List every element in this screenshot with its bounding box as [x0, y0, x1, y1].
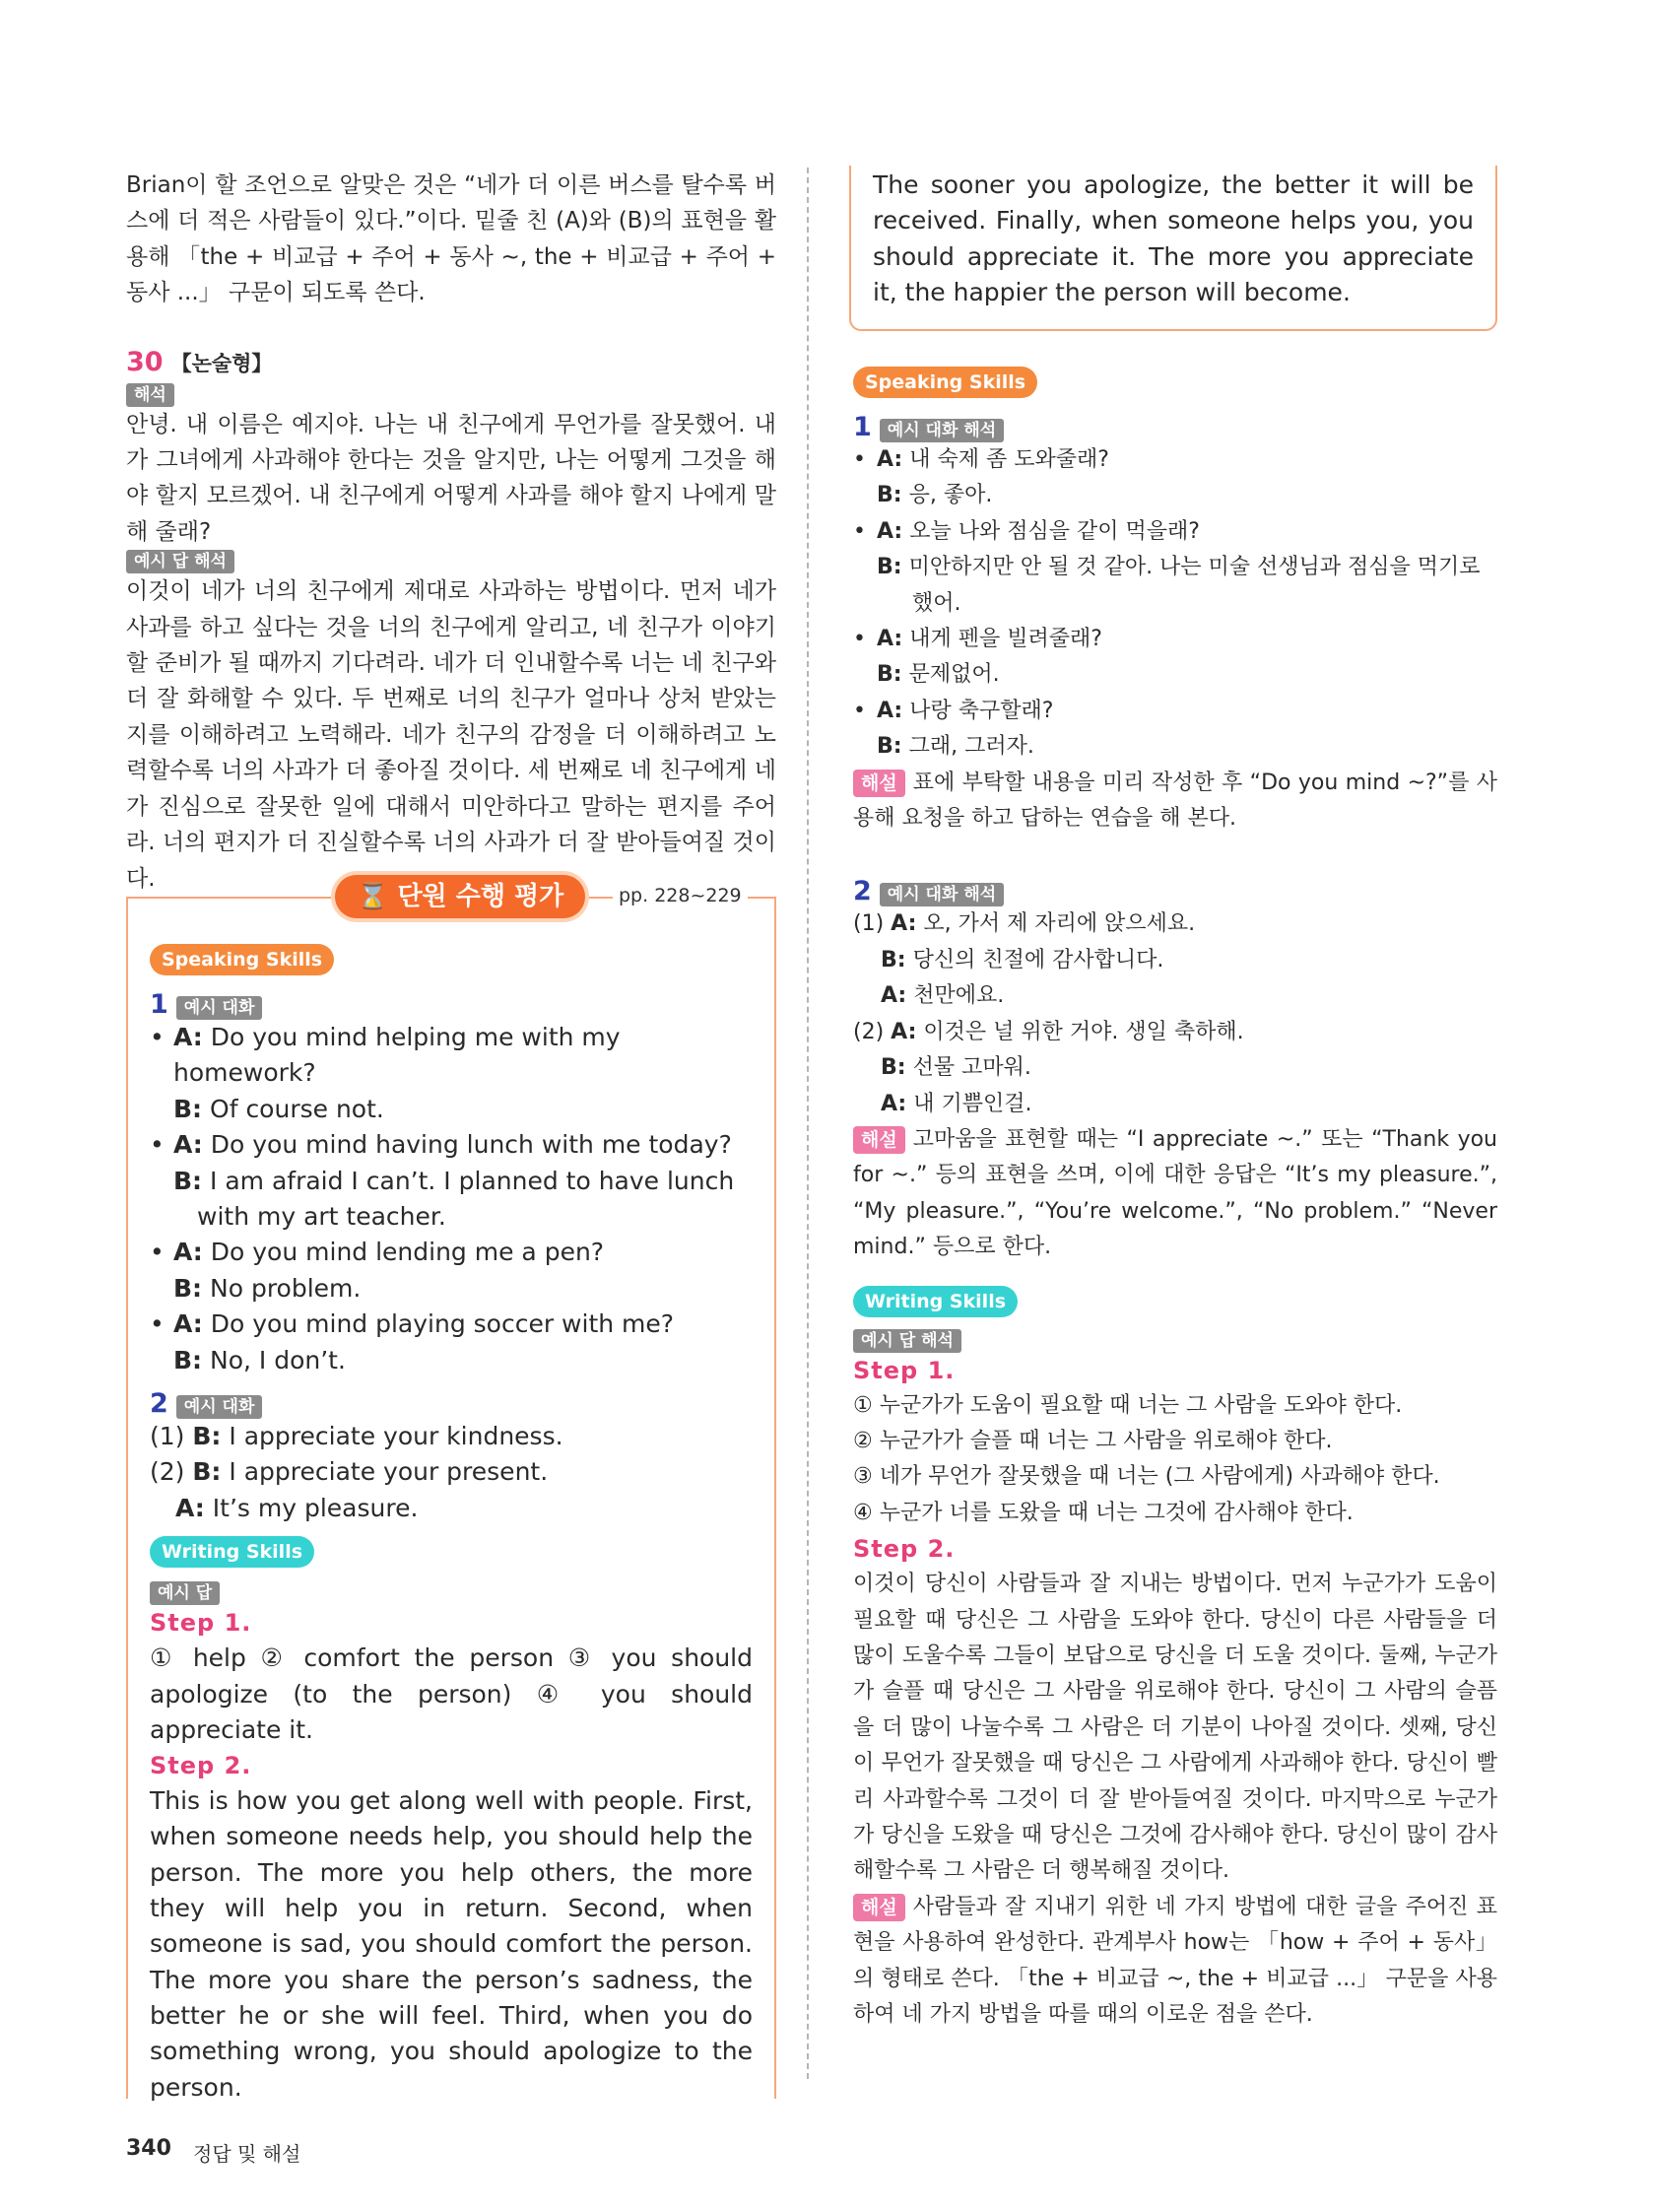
dialog-text: No problem. [210, 1273, 362, 1303]
dialog-line [150, 1164, 753, 1199]
r-step2-explain [853, 1890, 1497, 2034]
speaker-label: B: [877, 555, 902, 580]
dialog-text: 문제없어. [908, 662, 1000, 688]
speaker-label: A: [173, 1238, 203, 1267]
dialog-line [853, 657, 1497, 693]
r-s1-number: 1 [853, 412, 872, 442]
writing-skills-pill: Writing Skills [150, 1536, 314, 1568]
dialog-text: Of course not. [210, 1094, 384, 1123]
dialog-line [853, 906, 1497, 942]
dialog-line [853, 978, 1497, 1014]
step1-item: ④ 누군가 너를 도왔을 때 너는 그것에 감사해야 한다. [853, 1500, 1354, 1525]
dialog-text: Do you mind having lunch with me today? [210, 1130, 732, 1160]
r-s2-heading [853, 876, 1497, 906]
unit-badge-label: 단원 수행 평가 [397, 882, 564, 911]
speaker-label: B: [173, 1094, 203, 1123]
speaker-label: A: [877, 447, 903, 472]
hourglass-icon: ⌛ [357, 882, 398, 911]
dialog-text: It’s my pleasure. [212, 1493, 419, 1522]
dialog-text: Do you mind lending me a pen? [210, 1238, 605, 1267]
speaker-label: B: [192, 1457, 222, 1487]
speaker-label: A: [891, 911, 917, 937]
dialog-line [150, 1454, 753, 1490]
speaker-label: B: [881, 947, 906, 972]
s2-heading [150, 1388, 753, 1419]
step1-text: ① help ② comfort the person ③ you should apologize (to the person) ④ you should appreciate it. [150, 1643, 753, 1744]
s2-number: 2 [150, 1388, 168, 1420]
example-dialog-translation-tag-2: 예시 대화 해석 [880, 883, 1004, 906]
item-number: (1) [853, 911, 885, 937]
writing-skills-pill-right: Writing Skills [853, 1286, 1018, 1317]
footer-section: 정답 및 해설 [193, 2142, 301, 2166]
page-number: 340 [126, 2136, 171, 2161]
item-number: (2) [150, 1457, 185, 1487]
explain-tag: 해설 [853, 770, 905, 797]
bullet-dot: • [853, 447, 866, 472]
speaker-label: A: [173, 1023, 203, 1051]
dialog-text: 나랑 축구할래? [909, 698, 1054, 723]
speaker-label: B: [173, 1166, 203, 1195]
example-translation-tag: 예시 답 해석 [126, 550, 234, 573]
r-step1-label: Step 1. [853, 1356, 956, 1384]
dialog-line [853, 514, 1497, 550]
dialog-line [853, 442, 1497, 478]
speaker-label: A: [877, 698, 903, 723]
dialog-line [853, 1050, 1497, 1086]
dialog-text: 선물 고마워. [912, 1055, 1031, 1081]
r-s1-heading [853, 412, 1497, 442]
q30-number: 30 [126, 346, 164, 377]
dialog-line [150, 1491, 753, 1526]
r-s2-explain [853, 1122, 1497, 1266]
speaker-label: A: [881, 983, 907, 1009]
bullet-dot: • [150, 1023, 165, 1051]
intro-paragraph: Brian이 할 조언으로 알맞은 것은 “네가 더 이른 버스를 탈수록 버스에 더 적은 사람들이 있다.”이다. 밑줄 친 (A)와 (B)의 표현을 활용해 「the + 비교급 + 주어 + 동사 ~, the + 비교급 + 주어 + 동사 ...」 구문이 되도록 쓴다. [126, 172, 776, 306]
r-step2-text: 이것이 당신이 사람들과 잘 지내는 방법이다. 먼저 누군가가 도움이 필요할 때 당신은 그 사람을 도와야 한다. 당신이 다른 사람들을 더 많이 도울수록 그들이 보답으로 당신을 더 도울 것이다. 둘째, 누군가가 슬플 때 당신은 그 사람을 위로해야 한다. 당신이 그 사람의 슬픔을 더 많이 나눌수록 그 사람은 더 기분이 나아질 것이다. 셋째, 당신이 무언가 잘못했을 때 당신은 그 사람에게 사과해야 한다. 당신이 빨리 사과할수록 그것이 더 잘 받아들여질 것이다. 마지막으로 누군가가 당신을 도왔을 때 당신은 그것에 감사해야 한다. 당신이 많이 감사해할수록 그 사람은 더 행복해질 것이다. [853, 1572, 1497, 1884]
column-divider [807, 168, 809, 2079]
explain-tag-2: 해설 [853, 1126, 905, 1154]
right-column [853, 367, 1497, 2033]
explain-tag-3: 해설 [853, 1894, 905, 1921]
q30-heading [126, 345, 776, 381]
speaker-label: B: [173, 1345, 203, 1374]
dialog-line [853, 694, 1497, 729]
dialog-line [150, 1127, 753, 1163]
speaker-label: A: [173, 1130, 203, 1160]
step2-text: This is how you get along well with people. First, when someone needs help, you should help the person. The more you help others, the more they will help you in return. Second, when someone is sad, you should comfort the person. The more you share the person’s sadness, the better he or she will feel. Third, when you do something wrong, you should apologize to the person. [150, 1786, 753, 2102]
translation-tag: 해석 [126, 383, 174, 407]
dialog-line [853, 550, 1497, 585]
q30-type: 【논술형】 [170, 351, 273, 375]
dialog-line [853, 1087, 1497, 1122]
dialog-text: 응, 좋아. [908, 483, 993, 508]
left-column [126, 168, 776, 897]
speaker-label: A: [881, 1091, 907, 1116]
dialog-line [150, 1092, 753, 1127]
dialog-line [150, 1419, 753, 1454]
speaker-label: B: [173, 1273, 203, 1303]
r-s1-explain [853, 766, 1497, 838]
speaker-label: A: [877, 627, 903, 652]
s1-number: 1 [150, 989, 168, 1020]
q30-example-translation: 이것이 네가 너의 친구에게 제대로 사과하는 방법이다. 먼저 네가 사과를 하고 싶다는 것을 너의 친구에게 알리고, 네 친구가 이야기할 준비가 될 때까지 기다려라. 네가 더 인내할수록 너는 네 친구와 더 잘 화해할 수 있다. 두 번째로 너의 친구가 얼마나 상처 받았는지를 이해하려고 노력해라. 네가 친구의 감정을 더 이해하려고 노력할수록 너의 사과가 더 좋아질 것이다. 세 번째로 네 친구에게 네가 진심으로 잘못한 일에 대해서 미안하다고 말하는 편지를 주어라. 너의 편지가 더 진실할수록 너의 사과가 더 잘 받아들여질 것이다. [126, 578, 776, 892]
item-number: (2) [853, 1019, 885, 1044]
bullet-dot: • [150, 1238, 165, 1267]
dialog-text: No, I don’t. [210, 1345, 346, 1374]
item-number: (1) [150, 1422, 185, 1451]
r-s2-explain-text: 고마움을 표현할 때는 “I appreciate ~.” 또는 “Thank you for ~.” 등의 표현을 쓰며, 이에 대한 응답은 “It’s my pleasure.”, “My pleasure.”, “You’re welcome.”, “No problem.” “Never mind.” 등으로 한다. [853, 1126, 1497, 1260]
dialog-line [853, 622, 1497, 657]
speaker-label: A: [877, 518, 903, 544]
speaker-label: A: [175, 1493, 205, 1522]
r-s2-number: 2 [853, 876, 872, 907]
bullet-dot: • [853, 627, 866, 652]
speaker-label: A: [173, 1309, 203, 1339]
example-answer-translation-tag: 예시 답 해석 [853, 1329, 961, 1353]
example-answer-tag: 예시 답 [150, 1581, 220, 1605]
dialog-text: I am afraid I can’t. I planned to have lunch [210, 1166, 735, 1195]
step1-item: ② 누군가가 슬플 때 너는 그 사람을 위로해야 한다. [853, 1428, 1333, 1453]
speaker-label: A: [891, 1019, 917, 1044]
s1-dialog [150, 1020, 753, 1378]
dialog-line [150, 1343, 753, 1378]
bullet-dot: • [853, 518, 866, 544]
dialog-text: 오늘 나와 점심을 같이 먹을래? [909, 518, 1200, 544]
dialog-line [150, 1199, 753, 1235]
speaker-label: B: [192, 1422, 222, 1451]
bullet-dot: • [853, 698, 866, 723]
r-s1-explain-text: 표에 부탁할 내용을 미리 작성한 후 “Do you mind ~?”를 사용해 요청을 하고 답하는 연습을 해 본다. [853, 770, 1497, 832]
example-dialog-translation-tag: 예시 대화 해석 [880, 419, 1004, 442]
dialog-text: I appreciate your kindness. [229, 1422, 563, 1451]
step2-label: Step 2. [150, 1752, 252, 1780]
dialog-line [150, 1235, 753, 1270]
dialog-line [853, 586, 1497, 622]
speaker-label: B: [877, 483, 902, 508]
dialog-line [853, 729, 1497, 765]
dialog-text: Do you mind playing soccer with me? [210, 1309, 675, 1339]
dialog-text: 오, 가서 제 자리에 앉으세요. [923, 911, 1196, 937]
dialog-text: 했어. [912, 590, 961, 616]
s2-dialog [150, 1419, 753, 1526]
dialog-line [853, 943, 1497, 978]
dialog-text: 당신의 친절에 감사합니다. [912, 947, 1164, 972]
dialog-text: 이것은 널 위한 거야. 생일 축하해. [923, 1019, 1244, 1044]
example-dialog-tag-2: 예시 대화 [176, 1395, 263, 1419]
unit-pages: pp. 228~229 [613, 885, 748, 906]
dialog-line [853, 1015, 1497, 1050]
q30-translation: 안녕. 내 이름은 예지야. 나는 내 친구에게 무언가를 잘못했어. 내가 그녀에게 사과해야 한다는 것을 알지만, 나는 어떻게 그것을 해야 할지 모르겠어. 내 친구에게 어떻게 사과를 해야 할지 나에게 말해 줄래? [126, 411, 776, 545]
bullet-dot: • [150, 1130, 165, 1160]
dialog-text: 내 기쁨인걸. [913, 1091, 1032, 1116]
speaking-skills-pill-right: Speaking Skills [853, 367, 1037, 398]
continuation-text-wrap [873, 168, 1474, 310]
speaker-label: B: [877, 734, 902, 760]
r-s1-dialog [853, 442, 1497, 766]
step1-label: Step 1. [150, 1609, 252, 1638]
unit-content [150, 944, 753, 2106]
continuation-text: The sooner you apologize, the better it will be received. Finally, when someone helps you, you should appreciate it. The more you appreciate it, the happier the person will become. [873, 170, 1474, 306]
dialog-text: Do you mind helping me with my homework? [173, 1023, 621, 1088]
dialog-text: with my art teacher. [197, 1202, 446, 1232]
bullet-dot: • [150, 1309, 165, 1339]
speaker-label: B: [877, 662, 902, 688]
dialog-text: 천만에요. [913, 983, 1005, 1009]
step1-item: ③ 네가 무언가 잘못했을 때 너는 (그 사람에게) 사과해야 한다. [853, 1464, 1440, 1490]
dialog-text: I appreciate your present. [229, 1457, 549, 1487]
dialog-text: 미안하지만 안 될 것 같아. 나는 미술 선생님과 점심을 먹기로 [908, 555, 1481, 580]
s1-heading [150, 989, 753, 1020]
speaking-skills-pill: Speaking Skills [150, 944, 334, 975]
r-s2-dialog [853, 906, 1497, 1121]
dialog-line [150, 1020, 753, 1092]
dialog-text: 내게 펜을 빌려줄래? [909, 627, 1102, 652]
dialog-line [853, 478, 1497, 513]
dialog-line [150, 1271, 753, 1307]
example-dialog-tag: 예시 대화 [176, 996, 263, 1020]
r-step1-list [853, 1388, 1497, 1532]
r-step2-explain-text: 사람들과 잘 지내기 위한 네 가지 방법에 대한 글을 주어진 표현을 사용하여 완성한다. 관계부사 how는 「how + 주어 + 동사」의 형태로 쓴다. 「the + 비교급 ~, the + 비교급 ...」 구문을 사용하여 네 가지 방법을 따를 때의 이로운 점을 쓴다. [853, 1894, 1497, 2028]
step1-item: ① 누군가가 도움이 필요할 때 너는 그 사람을 도와야 한다. [853, 1392, 1403, 1418]
dialog-line [150, 1307, 753, 1342]
dialog-text: 내 숙제 좀 도와줄래? [909, 447, 1109, 472]
speaker-label: B: [881, 1055, 906, 1081]
dialog-text: 그래, 그러자. [908, 734, 1034, 760]
r-step2-label: Step 2. [853, 1535, 956, 1564]
